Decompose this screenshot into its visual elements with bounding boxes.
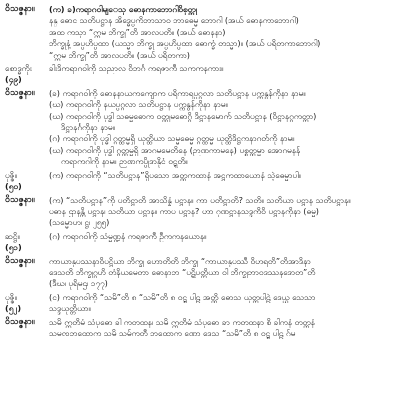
entry-label-number: (၅၂) (5, 303, 22, 314)
entry-body (49, 195, 394, 229)
entry-body (49, 4, 394, 61)
entry-label-name: ပုဇ္ဇိ။ (5, 291, 18, 302)
entry-text-line: “ဣမ ဘိက္ခု”တိ အာလပတိ။ (အယ် ပရိတကာ) (49, 49, 190, 60)
entry-body (49, 170, 394, 181)
entry-text-line: (ဃ) ကရာဂဝါကို ပုဒ္ဓါ ဂ္ဂတ္ထမ္မရှိ အာဂမမေတိနေ (ဉာဏကာမနေ) ပစ္စတ္ထမ္မာ အောဂမနန် (49, 144, 301, 155)
entry-label (5, 195, 49, 206)
entry-text-line: (က) ကရာဂဝါကို “သတိပဋ္ဌာန”ရှိပသော အတ္ထကထာနံ အဋ္ဌကထာယောနံ သဲ့ဓေမ္မာပါ။ (49, 169, 301, 180)
entry-label-number: (၅၀) (5, 181, 22, 192)
entry-label (5, 256, 49, 267)
entry-text-line: ဒေသတိ ဘိက္ခုဂ္ဂဟိ တံနိယမေတာ ဓောနာဘ “ပဋိပတ္တိယာ ဝါ ဘိက္ခုဘာဝဒဿနဒောတ”တိ (49, 266, 316, 277)
entry-label-number: (၅၁) (5, 242, 22, 253)
qa-entry (5, 231, 394, 254)
entry-label-name: စောဒ္ဓကိုး (5, 63, 32, 74)
entry-label (5, 317, 49, 328)
entry-label-name: ဝိသဇ္ဇနာ။ (5, 316, 35, 327)
entry-label-name: ပုဇ္ဇိ။ (5, 169, 18, 180)
entry-label (5, 4, 49, 15)
entry-body (49, 256, 394, 290)
qa-entry (5, 292, 394, 315)
entry-body (49, 63, 394, 74)
entry-text-line: (ဂ) ကရာဂဝါကို သံမ္မဏ္ဍနံ ကရဇာကီ ဦကကနယောန။ (49, 230, 207, 241)
entry-text-line: ဘိက္ခုနံ့ အပ္ပဟိပ္ပထာ (ယသ္မာ ဘိက္ခု အပ္ပဟိပ္ပထာ ဓောက္ခံ တသ္မာ)။ (အယ် ပရိတကာဘောဂါ) (49, 38, 321, 49)
entry-text-line: (ဃ) ကရာဂဝါကို နယပ္ပဂ္ဂလာ သတိပဋ္ဌာန ပက္ကနွန်ကိုနာ နာမ။ (49, 99, 228, 110)
entry-body (49, 88, 394, 168)
entry-text-line: ဒိဋ္ဌာနင်္ဂကိုနာ နာမ။ (61, 122, 115, 133)
entry-text-line: (သမ္မောဟ၊ ဋ္ဌ၊ ၂၅၅) (49, 217, 110, 228)
qa-entry (5, 195, 394, 229)
entry-label (5, 63, 49, 86)
entry-text-line: (ဂ) ကရာဂဝါကို ပုဒ္ဓါ ဂ္ဂတ္ထမ္မရှိ ယုတ္ထိယာ သမ္မဓေမ္မ ဂ္ဂတ္ထမ္မ ယုတ္ထိဒိဋ္ဌကနာဂတ်ကို နာမ။ (49, 133, 295, 144)
entry-body (49, 231, 394, 242)
entry-label-name: ဆဋ္ဌိ။ (5, 230, 20, 241)
entry-label-name: ဝိသဇ္ဇနာ။ (5, 194, 35, 205)
qa-entry (5, 317, 394, 340)
entry-label-name: ဝိသဇ္ဇနာ။ (5, 87, 35, 98)
entry-text-line: (ဃ) ကရာဂဝါကို ပုဒ္ဓါ သဓမ္မဓောက ဝတ္ထုမဓောဂ္ဂိ ဒိဋ္ဌာနမောက် သတိပဋ္ဌာန (ဝိဋ္ဌာနဂ္ဂကတ္တာ) (49, 110, 317, 121)
entry-text-line: (င) ကရာဂဝါကို “သမိ”တိ ၈ “သမိ”တိ ၈ ဝဋ္ဋ ပါဠ အတ္ထိ ဓောသ ယုတ္တပါဠဲ ဒေယ္ယ သေသာ (49, 291, 316, 302)
qa-entry (5, 63, 394, 86)
entry-label (5, 88, 49, 99)
entry-label-name: ဝိသဇ္ဇနာ။ (5, 4, 35, 14)
entry-body (49, 292, 394, 315)
entry-text-line: (က) “သတိပဋ္ဌာန”ကို ပတိဋ္ဌာတိ အာသိန္နံ ပဋ္ဌာန။ ကာ ပတိဋ္ဌာတိ? သတိ။ သတိယာ ပဋ္ဌာန သတိပဋ္ဌာန။ (49, 194, 351, 205)
entry-body (49, 317, 394, 340)
entry-text-line: သမၸဘထောက သမိ သမ်ကတီ ဘထောက ဏော ဒေသ “သမိ”တိ ၈ ဝဋ္ဋ ပါဠ ဂ်မ (49, 327, 296, 338)
qa-entry (5, 4, 394, 61)
entry-text-line: ကာယာနုပဿနာဝိပဋ္ဌိယာ ဘိက္ခု ဟောတိတိ ဘိက္ခု “ကာယာနုပဿီ ဝိဟရတိ”တိအာဒိနာ (49, 255, 311, 266)
entry-text-line: ခါးဒိကရာဂဝါကို သညာလ ဝိဘင်္ဂ ကရဇာကီ သကကနကား။ (49, 63, 224, 74)
entry-text-line: သဒ္ဒယုတ္တိယာ။ (49, 303, 91, 314)
entry-label (5, 170, 49, 193)
qa-entry (5, 88, 394, 168)
entry-label-name: ဝိသဇ္ဇနာ။ (5, 255, 35, 266)
entry-label-number: (၄၉) (5, 74, 22, 85)
entry-text-line: နန္ ဓောင သတိပဋ္ဌာန အိဒ္ဓေပ္ပကိဘာသာဝ ဘာဓေမ္မ ဘောဂါ (အယ် ဓောနကာဘောဂါ) (49, 15, 299, 26)
entry-label (5, 231, 49, 254)
entry-label (5, 292, 49, 315)
entry-text-line: သမိ ဣတိမံ သံပုဓော ခါ ကတထန၊ သမိ ဣတိမံ သံပုဓော ခာ ကတထနာ စိ ခါကနံ တတ္တနံ (49, 316, 315, 327)
entry-text-line: ပဓာန ဌာနန္တိ ပဋ္ဌာန၊ သတိယာ ပဋ္ဌာန။ ကာပ ပဋ္ဌာန? ဟာ ဂုဏဋ္ဌာနသဒ္ဒကိဝိ ပဋ္ဌာနကိုနာ (ဓမ္မ) (49, 205, 319, 216)
entry-text-line: အထ ကသှာ “ဣမ ဘိက္ခု”တိ အာလပတိ။ (အယ် ဓောနနာ) (49, 26, 226, 37)
entry-text-line: (ခ) ကရာဂဝါကို ဓောနနာယကကျောက ပရိကာရပ္ပဂ္ဂလာ သတိပဋ္ဌာန ပက္ကနွန်ကိုနာ နာမ။ (49, 87, 306, 98)
entry-text-line: ကရာကဂါကို နာမ။ ဉာဏကပ္ပိုဒာနိုငံ ဝဋ္ဋတိ။ (61, 156, 188, 167)
qa-entry (5, 256, 394, 290)
entry-text-line: (ဒီဃ၊ ပုရိမဌ၊ ၁၇၇) (49, 278, 108, 289)
qa-entry (5, 170, 394, 193)
entry-text-line: (က) ခ)ကရာဂဝါမျ​ေသု ဓောနကာဘောဂါဝိစုတ္တု (49, 4, 197, 14)
